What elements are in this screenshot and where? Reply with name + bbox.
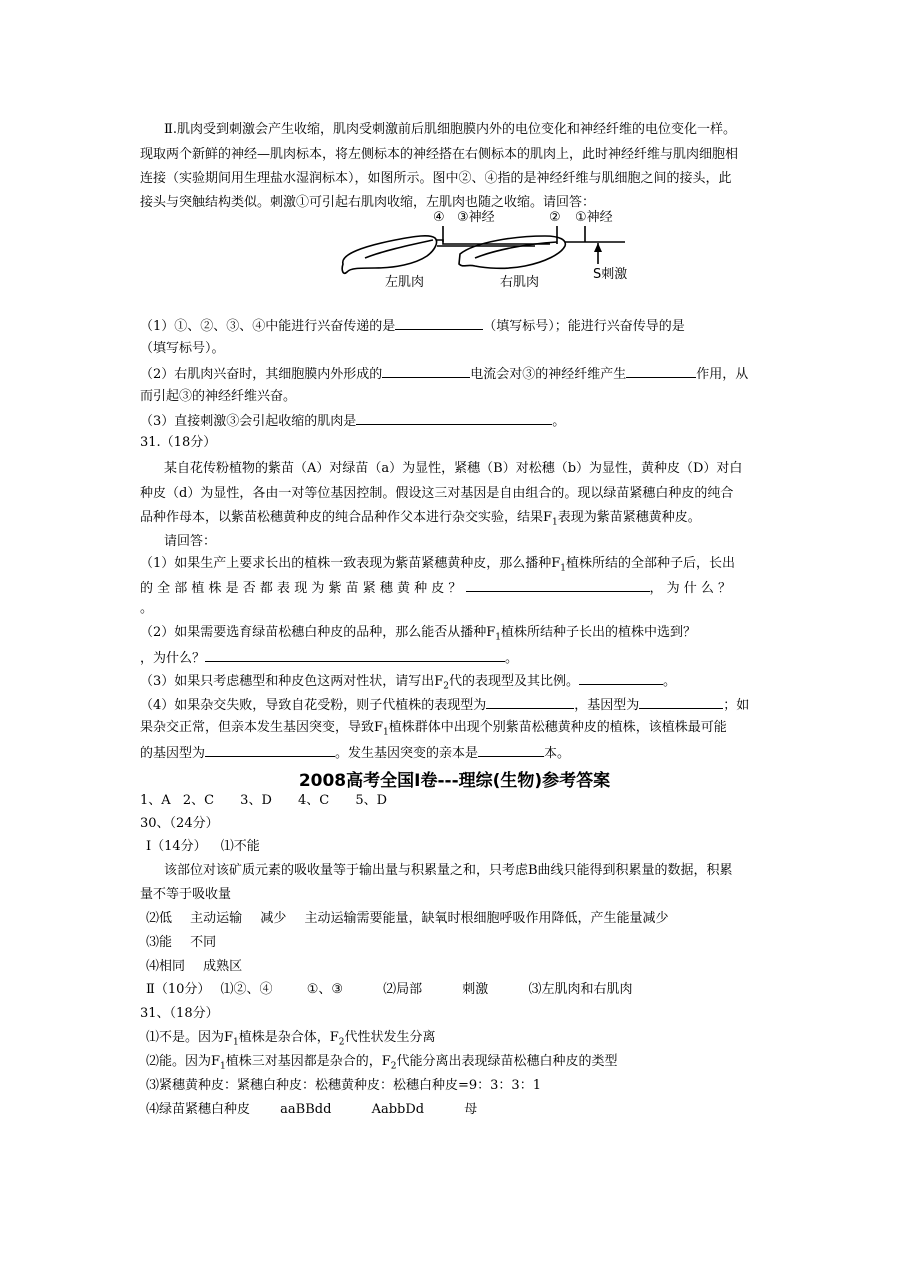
ans-31-4: ⑷绿苗紧穗白种皮 aaBBdd AabbDd 母 bbox=[146, 1102, 478, 1117]
ans-31-1: ⑴不是。因为$F_1$植株是杂合体，$F_2$代性状发生分离 bbox=[146, 1030, 436, 1048]
q31-please-answer: 请回答： bbox=[164, 534, 217, 549]
label-2: ② bbox=[549, 210, 561, 225]
q31-question-3: （3）如果只考虑穗型和种皮色这两对性状，请写出$F_2$代的表现型及其比例。 。 bbox=[140, 671, 676, 691]
mc-answer-1: 1、A bbox=[140, 793, 171, 808]
left-muscle-shape bbox=[342, 236, 436, 273]
ans-30-i-2: ⑵低 主动运输 减少 主动运输需要能量，缺氧时根细胞呼吸作用降低，产生能量减少 bbox=[146, 911, 669, 926]
mc-answer-2: 2、C bbox=[182, 793, 215, 808]
ans-30-i-4: ⑷相同 成熟区 bbox=[146, 959, 243, 974]
q30ii-question-1: （1）①、②、③、④中能进行兴奋传递的是 （填写标号）；能进行兴奋传导的是 bbox=[140, 316, 685, 336]
stimulus-label: S刺激 bbox=[593, 267, 628, 282]
nerve-muscle-figure bbox=[335, 206, 635, 296]
q30ii-question-2: （2）右肌肉兴奋时，其细胞膜内外形成的 电流会对③的神经纤维产生 作用，从 bbox=[140, 364, 748, 384]
answer-blank[interactable] bbox=[205, 743, 335, 757]
ans-30-i-3: ⑶能 不同 bbox=[146, 935, 217, 950]
ans-31-2: ⑵能。因为$F_1$植株三对基因都是杂合的，$F_2$代能分离出表现绿苗松穗白种皮的类型 bbox=[146, 1054, 618, 1072]
answer-blank[interactable] bbox=[626, 364, 696, 378]
mc-answer-3: 3、D bbox=[240, 793, 272, 808]
q30ii-question-3: （3）直接刺激③会引起收缩的肌肉是 。 bbox=[140, 411, 565, 431]
answer-blank[interactable] bbox=[356, 411, 552, 425]
q31-para3: 品种作母本，以紫苗松穗黄种皮的纯合品种作父本进行杂交实验，结果$F_1$表现为紫苗紧穗黄种皮。 bbox=[140, 510, 701, 528]
q30ii-question-1-cont: （填写标号）。 bbox=[140, 341, 225, 356]
answers-title: 2008高考全国Ⅰ卷---理综(生物)参考答案 bbox=[298, 771, 611, 791]
q30ii-para2: 现取两个新鲜的神经—肌肉标本，将左侧标本的神经搭在右侧标本的肌肉上，此时神经纤维与肌肉细胞相 bbox=[140, 147, 739, 162]
answer-blank[interactable] bbox=[382, 364, 470, 378]
answer-blank[interactable] bbox=[466, 578, 650, 592]
q31-question-4: （4）如果杂交失败，导致自花受粉，则子代植株的表现型为 ，基因型为 ；如 bbox=[140, 695, 749, 715]
label-4: ④ bbox=[433, 210, 445, 225]
q31-question-1: （1）如果生产上要求长出的植株一致表现为紫苗紧穗黄种皮，那么播种$F_1$植株所结的全部种子后，长出 bbox=[140, 556, 736, 574]
mc-answer-4: 4、C bbox=[298, 793, 330, 808]
right-muscle-shape bbox=[459, 236, 565, 268]
q31-para2: 种皮（d）为显性，各由一对等位基因控制。假设这三对基因是自由组合的。现以绿苗紧穗白种皮的纯合 bbox=[140, 486, 734, 501]
ans-30-header: 30、（24分） bbox=[140, 816, 219, 831]
answer-blank[interactable] bbox=[639, 695, 723, 709]
q31-question-1-end: 。 bbox=[140, 601, 154, 616]
q31-question-4-cont: 果杂交正常，但亲本发生基因突变，导致$F_1$植株群体中出现个别紫苗松穗黄种皮的植株，该植株最可能 bbox=[140, 720, 727, 738]
ans-30-i-explanation-1: 该部位对该矿质元素的吸收量等于输出量与积累量之和，只考虑B曲线只能得到积累量的数据，积累 bbox=[164, 863, 733, 878]
ans-31-3: ⑶紧穗黄种皮：紧穗白种皮：松穗黄种皮：松穗白种皮=9：3：3：1 bbox=[146, 1078, 541, 1093]
q31-question-2: （2）如果需要选育绿苗松穗白种皮的品种，那么能否从播种$F_1$植株所结种子长出的植株中选到？ bbox=[140, 625, 697, 643]
answer-blank[interactable] bbox=[205, 648, 505, 662]
q31-question-1-cont: 的 全 部 植 株 是 否 都 表 现 为 紫 苗 紧 穗 黄 种 皮 ？ ， 为 什 么 ？ bbox=[140, 578, 731, 598]
ans-30-ii: Ⅱ（10分） ⑴②、④ ①、③ ⑵局部 刺激 ⑶左肌肉和右肌肉 bbox=[146, 982, 633, 997]
stimulus-arrow bbox=[594, 243, 602, 252]
label-1-nerve: ①神经 bbox=[575, 210, 613, 225]
q31-header: 31.（18分） bbox=[140, 435, 217, 450]
answer-blank[interactable] bbox=[486, 695, 574, 709]
q30ii-para4: 接头与突触结构类似。刺激①可引起右肌肉收缩，左肌肉也随之收缩。请回答： bbox=[140, 195, 596, 210]
answer-blank[interactable] bbox=[579, 671, 663, 685]
q31-para1: 某自花传粉植物的紫苗（A）对绿苗（a）为显性，紧穗（B）对松穗（b）为显性，黄种皮（D）对白 bbox=[164, 461, 743, 476]
q30ii-para3: 连接（实验期间用生理盐水湿润标本），如图所示。图中②、④指的是神经纤维与肌细胞之间的接头，此 bbox=[140, 171, 732, 186]
mc-answer-5: 5、D bbox=[355, 793, 388, 808]
q31-question-2-cont: ，为什么？ 。 bbox=[140, 648, 518, 668]
ans-30-i-explanation-2: 量不等于吸收量 bbox=[140, 887, 232, 902]
q30ii-para1: Ⅱ.肌肉受到刺激会产生收缩，肌肉受刺激前后肌细胞膜内外的电位变化和神经纤维的电位变化一样。 bbox=[164, 122, 736, 137]
mc-answers bbox=[140, 792, 387, 810]
ans-31-header: 31、（18分） bbox=[140, 1006, 219, 1021]
q30ii-question-2-cont: 而引起③的神经纤维兴奋。 bbox=[140, 389, 297, 404]
left-muscle-label: 左肌肉 bbox=[385, 275, 425, 290]
q31-question-4-end: 的基因型为 。发生基因突变的亲本是 本。 bbox=[140, 743, 570, 763]
answer-blank[interactable] bbox=[395, 316, 483, 330]
answer-blank[interactable] bbox=[478, 743, 544, 757]
label-3-nerve: ③神经 bbox=[457, 210, 495, 225]
right-muscle-label: 右肌肉 bbox=[500, 275, 540, 290]
ans-30-i-header: Ⅰ（14分） ⑴不能 bbox=[146, 839, 260, 854]
